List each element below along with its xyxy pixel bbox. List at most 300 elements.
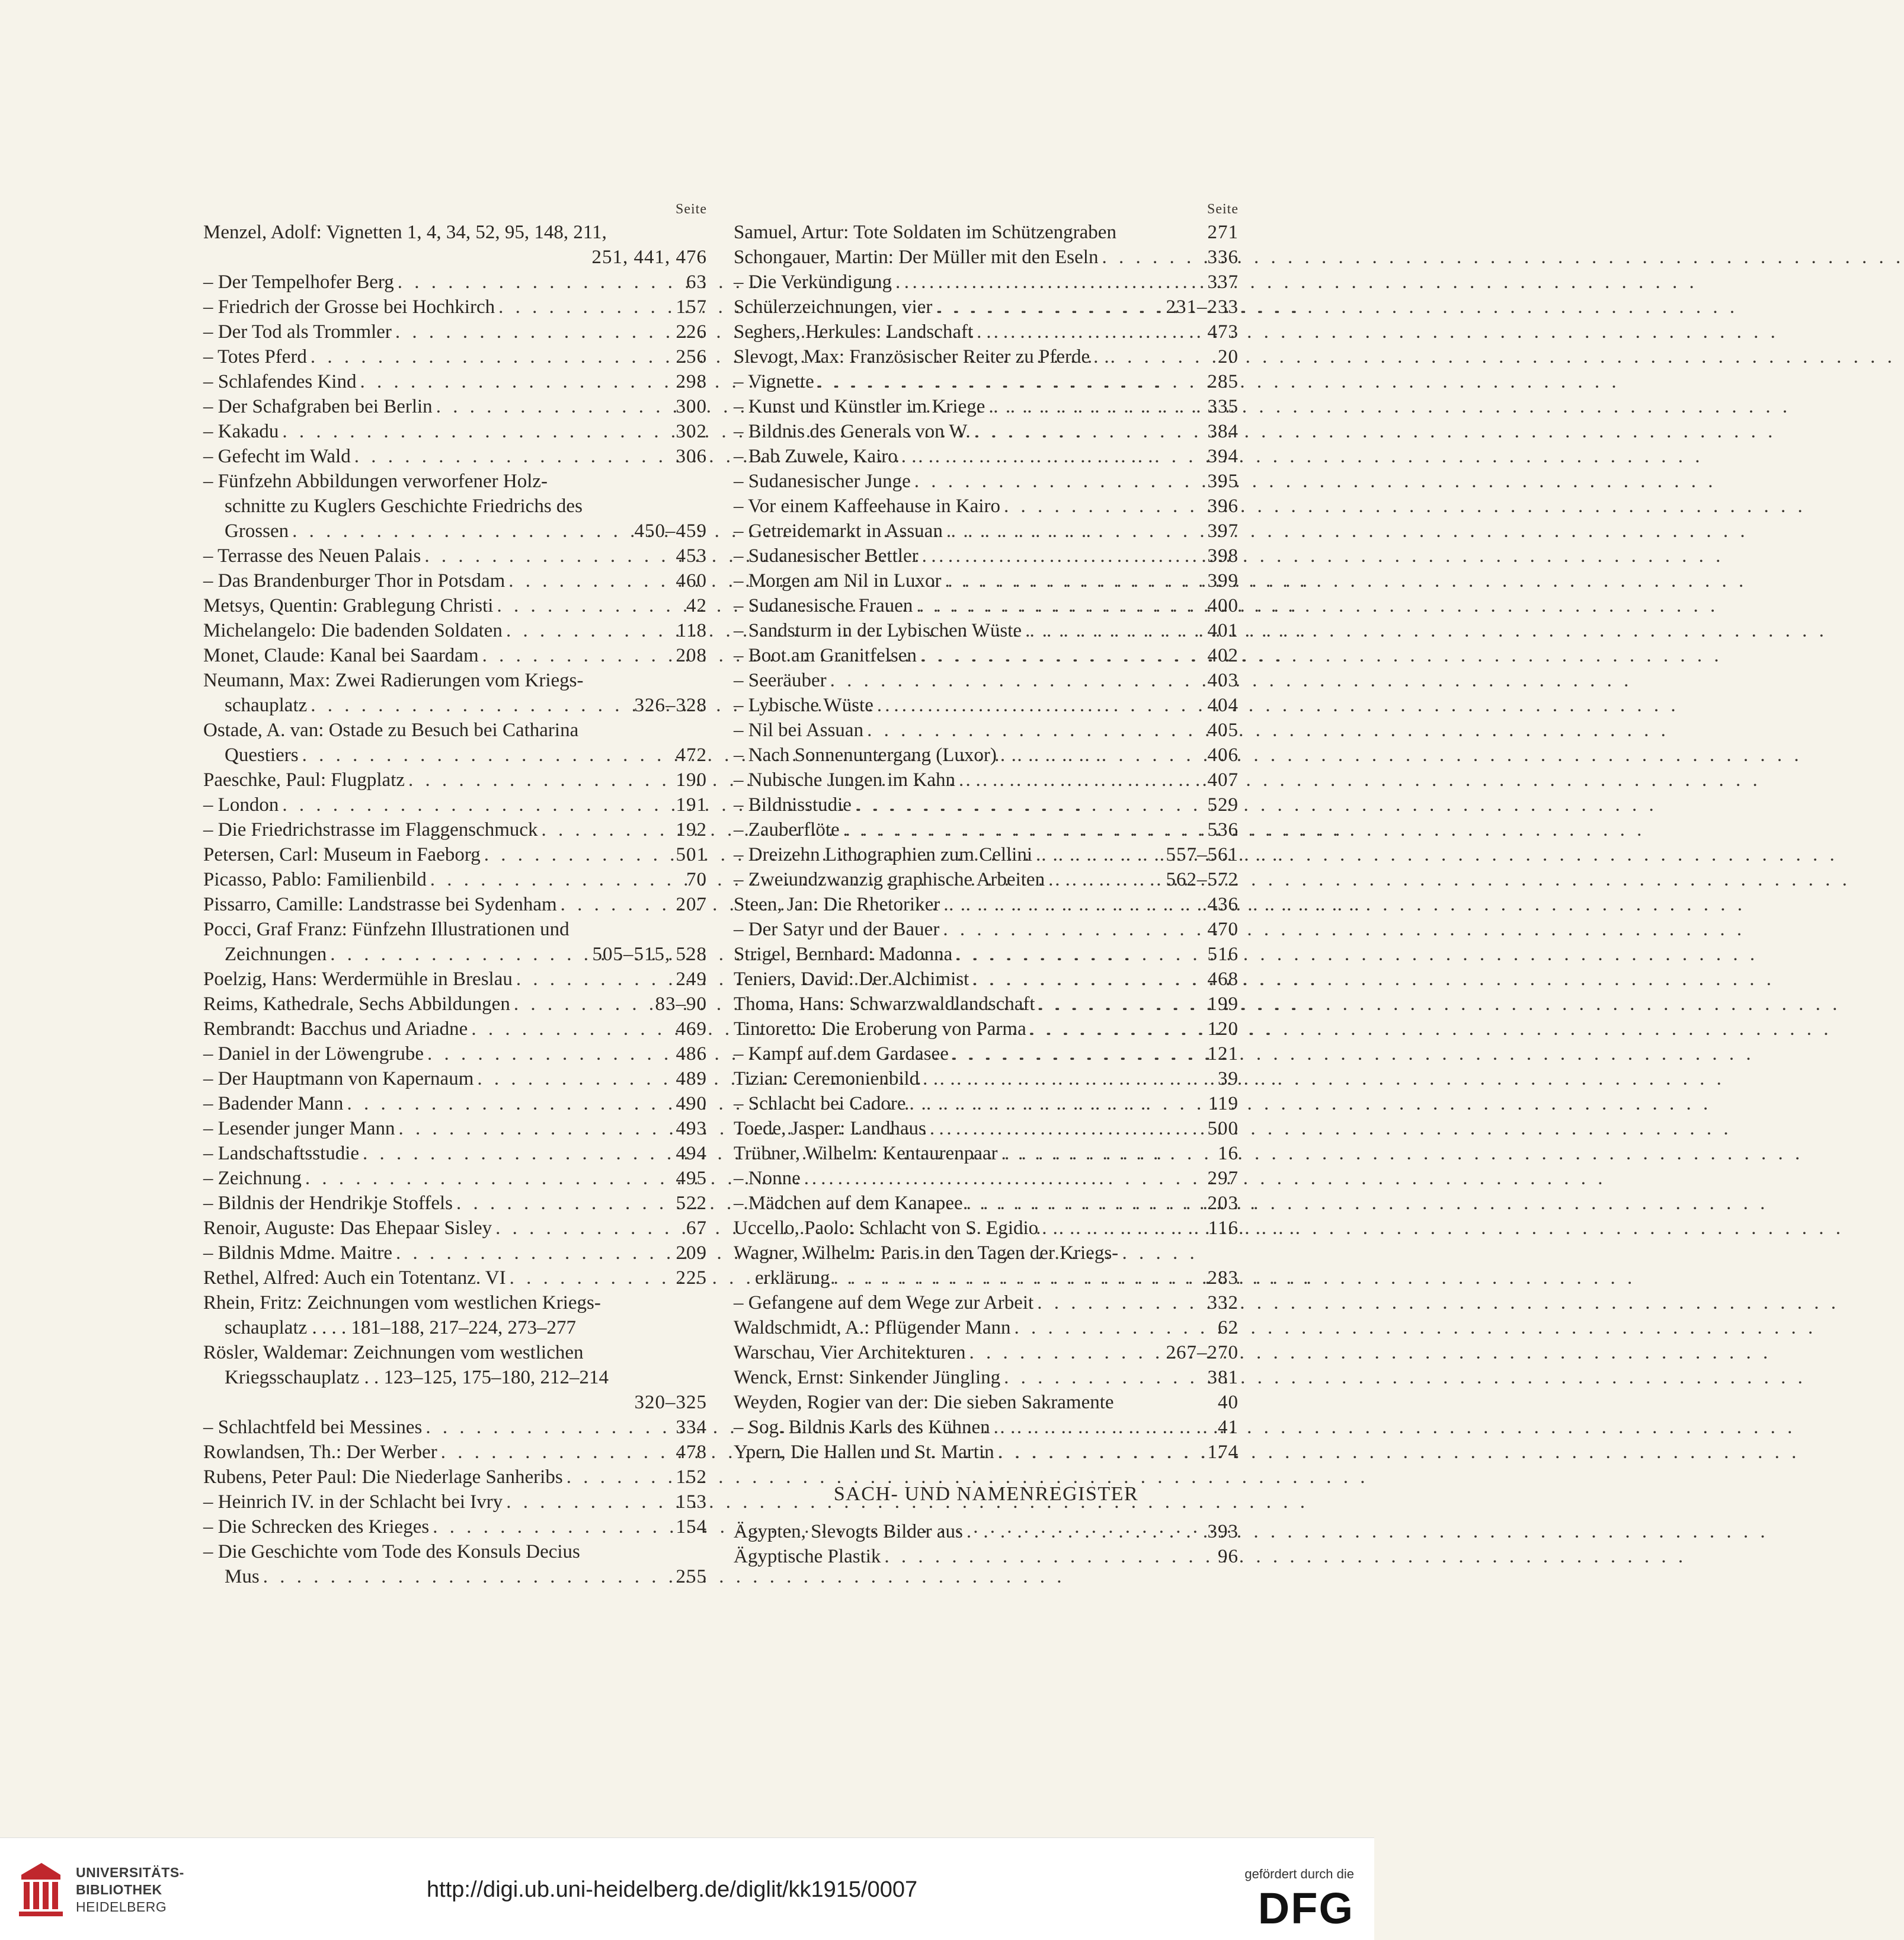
entry-page-number: 500 — [1207, 1118, 1239, 1139]
index-entry — [203, 867, 707, 892]
index-entry — [203, 1490, 707, 1514]
index-entry — [734, 743, 1239, 768]
index-entry — [734, 1066, 1239, 1091]
entry-page-number: 225 — [676, 1267, 707, 1289]
index-entry — [203, 1116, 707, 1141]
entry-title: Monet, Claude: Kanal bei Saardam — [203, 645, 479, 666]
entry-title: schnitte zu Kuglers Geschichte Friedrichs des — [225, 496, 583, 517]
entry-page-number: 326–328 — [634, 695, 707, 716]
index-entry — [203, 817, 707, 842]
dot-leader — [354, 444, 673, 469]
entry-page-number: 407 — [1207, 769, 1239, 791]
dot-leader — [1000, 743, 1204, 768]
index-entry — [203, 992, 707, 1017]
entry-title: Ägypten, Slevogts Bilder aus — [734, 1521, 963, 1542]
dot-leader — [508, 568, 672, 593]
dot-leader — [901, 444, 1204, 469]
entry-title: – Mädchen auf dem Kanapee — [734, 1193, 963, 1214]
entry-title: – Sandsturm in der Lybischen Wüste — [734, 620, 1022, 641]
entry-title: Ypern, Die Hallen und St. Martin — [734, 1442, 994, 1463]
entry-title: schauplatz — [225, 695, 308, 716]
dot-leader — [943, 917, 1204, 942]
entry-title: Reims, Kathedrale, Sechs Abbildungen — [203, 993, 510, 1015]
index-entry — [734, 295, 1239, 319]
index-entry — [203, 270, 707, 295]
dot-leader — [884, 1544, 1214, 1569]
entry-page-number: 302 — [676, 421, 707, 442]
index-entry — [203, 1141, 707, 1166]
index-entry — [734, 792, 1239, 817]
entry-title: Warschau, Vier Architekturen — [734, 1342, 966, 1363]
dot-leader — [916, 593, 1204, 618]
index-entry — [203, 295, 707, 319]
dot-leader — [972, 967, 1204, 992]
entry-page-number: 174 — [1207, 1442, 1239, 1463]
section-heading: SACH- UND NAMENREGISTER — [833, 1483, 1139, 1505]
entry-page-number: 121 — [1207, 1043, 1239, 1065]
dot-leader — [914, 469, 1204, 494]
entry-page-number: 67 — [686, 1217, 707, 1239]
index-entry — [203, 1415, 707, 1440]
entry-title: – Sudanesischer Junge — [734, 471, 911, 492]
entry-page-number: 16 — [1218, 1143, 1239, 1164]
index-entry — [734, 1440, 1239, 1465]
index-entry — [203, 469, 707, 494]
entry-page-number: 501 — [676, 844, 707, 865]
dot-leader — [1042, 1216, 1205, 1241]
entry-page-number: 335 — [1207, 396, 1239, 417]
index-entry — [734, 1216, 1239, 1241]
entry-title: – Zauberflöte — [734, 819, 840, 840]
entry-page-number: 529 — [1207, 794, 1239, 816]
dot-leader — [956, 942, 1204, 967]
entry-page-number: 394 — [1207, 446, 1239, 467]
index-entry — [734, 718, 1239, 743]
dot-leader — [433, 1514, 672, 1539]
entry-title: – London — [203, 794, 279, 816]
library-name-line3: HEIDELBERG — [76, 1899, 167, 1915]
entry-title: Pocci, Graf Franz: Fünfzehn Illustrationen und — [203, 919, 569, 940]
entry-page-number: 208 — [676, 645, 707, 666]
entry-title: – Vor einem Kaffeehause in Kairo — [734, 496, 1000, 517]
entry-title: Petersen, Carl: Museum in Faeborg — [203, 844, 481, 865]
dot-leader — [833, 1265, 1204, 1290]
entry-title: Renoir, Auguste: Das Ehepaar Sisley — [203, 1217, 492, 1239]
dot-leader — [482, 643, 673, 668]
dot-leader — [430, 867, 683, 892]
index-entry — [203, 1041, 707, 1066]
dot-leader — [1036, 842, 1162, 867]
entry-page-number: 120 — [1207, 1018, 1239, 1040]
dot-leader — [969, 1340, 1163, 1365]
entry-title: – Dreizehn Lithographien zum Cellini — [734, 844, 1033, 865]
dot-leader — [477, 1066, 672, 1091]
index-entry — [203, 419, 707, 444]
dot-leader — [471, 1017, 672, 1041]
entry-title: Paeschke, Paul: Flugplatz — [203, 769, 405, 791]
entry-title: Rethel, Alfred: Auch ein Totentanz. VI — [203, 1267, 506, 1289]
section-entries — [734, 1519, 1239, 1569]
index-entry — [203, 319, 707, 344]
index-entry — [734, 1166, 1239, 1191]
dot-leader — [967, 1519, 1204, 1544]
index-entry — [203, 1216, 707, 1241]
entry-page-number: 470 — [1207, 919, 1239, 940]
dfg-logo: DFG — [1257, 1884, 1354, 1933]
index-entry — [203, 444, 707, 469]
entry-title: – Zweiundzwanzig graphische Arbeiten — [734, 869, 1045, 890]
entry-title: – Die Verkündigung — [734, 271, 892, 293]
index-entry — [203, 1241, 707, 1265]
dot-leader — [330, 942, 588, 967]
entry-page-number: 119 — [1208, 1093, 1239, 1114]
column-header-seite: Seite — [1207, 202, 1239, 217]
entry-title: – Schlafendes Kind — [203, 371, 357, 392]
index-entry — [734, 842, 1239, 867]
index-entry — [203, 967, 707, 992]
dot-leader — [282, 419, 672, 444]
entry-page-number: 397 — [1207, 520, 1239, 542]
entry-page-number: 153 — [676, 1491, 707, 1513]
index-entry — [734, 220, 1239, 245]
entry-title: Waldschmidt, A.: Pflügender Mann — [734, 1317, 1011, 1338]
dot-leader — [395, 319, 673, 344]
entry-page-number: 20 — [1218, 346, 1239, 367]
index-entries-right — [734, 220, 1239, 1465]
index-entry — [203, 1465, 707, 1490]
entry-title: Questiers — [225, 744, 299, 766]
entry-title: – Nubische Jungen im Kahn — [734, 769, 955, 791]
entry-title: – Sudanesischer Bettler — [734, 545, 919, 567]
entry-page-number: 395 — [1207, 471, 1239, 492]
index-entry — [734, 1017, 1239, 1041]
entry-title: Tizian: Ceremonienbild — [734, 1068, 920, 1089]
dot-leader — [456, 1191, 672, 1216]
entry-title: – Getreidemarkt in Assuan — [734, 520, 943, 542]
dot-leader — [506, 1490, 672, 1514]
entry-title: Kriegsschauplatz . . 123–125, 175–180, 212–214 — [225, 1367, 609, 1388]
index-entry — [734, 867, 1239, 892]
entry-page-number: 460 — [676, 570, 707, 592]
index-entry — [734, 618, 1239, 643]
entry-page-number: 231–233 — [1166, 296, 1239, 318]
entry-page-number: 490 — [676, 1093, 707, 1114]
dot-leader — [967, 1191, 1204, 1216]
index-entry — [203, 1166, 707, 1191]
entry-page-number: 297 — [1207, 1168, 1239, 1189]
entry-title: Neumann, Max: Zwei Radierungen vom Kriegs- — [203, 670, 584, 691]
entry-title: – Daniel in der Löwengrube — [203, 1043, 424, 1065]
entry-title: – Zeichnung — [203, 1168, 302, 1189]
entry-page-number: 557–561 — [1166, 844, 1239, 865]
entry-page-number: 332 — [1207, 1292, 1239, 1313]
entry-title: Rowlandsen, Th.: Der Werber — [203, 1442, 437, 1463]
index-entry — [734, 942, 1239, 967]
entry-page-number: 334 — [676, 1417, 707, 1438]
entry-title: – Die Schrecken des Krieges — [203, 1516, 430, 1538]
university-library-logo-icon — [15, 1858, 66, 1921]
entry-title: Ägyptische Plastik — [734, 1546, 881, 1567]
dot-leader — [506, 618, 673, 643]
entry-title: Strigel, Bernhard: Madonna — [734, 944, 953, 965]
dot-leader — [311, 693, 631, 718]
index-entry — [203, 618, 707, 643]
dot-leader — [305, 1166, 673, 1191]
entry-page-number: 249 — [676, 969, 707, 990]
entry-title: – Der Hauptmann von Kapernaum — [203, 1068, 474, 1089]
dot-leader — [263, 1564, 673, 1589]
index-entry — [203, 942, 707, 967]
entry-page-number: 403 — [1207, 670, 1239, 691]
entry-title: – Der Tod als Trommler — [203, 321, 392, 343]
entry-title: Rhein, Fritz: Zeichnungen vom westlichen Kriegs- — [203, 1292, 601, 1313]
index-entry — [203, 394, 707, 419]
dot-leader — [497, 593, 683, 618]
index-entry — [203, 220, 707, 245]
index-entry — [734, 1415, 1239, 1440]
dot-leader — [396, 1241, 673, 1265]
dot-leader — [1025, 618, 1204, 643]
index-entry — [203, 1390, 707, 1415]
dot-leader — [830, 668, 1204, 693]
library-name — [76, 1864, 184, 1916]
dot-leader — [514, 992, 652, 1017]
index-entry — [203, 693, 707, 718]
dot-leader — [804, 1166, 1204, 1191]
entry-page-number: 256 — [676, 346, 707, 367]
entry-title: – Kakadu — [203, 421, 279, 442]
entry-title: Trübner, Wilhelm: Kentaurenpaar — [734, 1143, 998, 1164]
entry-page-number: 478 — [676, 1442, 707, 1463]
index-entry — [734, 967, 1239, 992]
entry-title: Slevogt, Max: Französischer Reiter zu Pferde — [734, 346, 1090, 367]
entry-title: – Nach Sonnenuntergang (Luxor) — [734, 744, 997, 766]
dot-leader — [425, 1415, 672, 1440]
entry-page-number: 39 — [1218, 1068, 1239, 1089]
entry-title: – Friedrich der Grosse bei Hochkirch — [203, 296, 495, 318]
dot-leader — [302, 743, 673, 768]
index-entry — [203, 1315, 707, 1340]
dot-leader — [1037, 1290, 1204, 1315]
entry-title: – Seeräuber — [734, 670, 827, 691]
dot-leader — [936, 295, 1162, 319]
index-entry — [203, 1564, 707, 1589]
index-entry — [734, 519, 1239, 544]
dot-leader — [484, 842, 673, 867]
index-entry — [734, 1141, 1239, 1166]
index-entries-left — [203, 220, 707, 1589]
index-entry — [203, 792, 707, 817]
index-entry — [734, 394, 1239, 419]
index-entry — [203, 519, 707, 544]
entry-page-number: 209 — [676, 1242, 707, 1264]
index-entry — [203, 1440, 707, 1465]
entry-page-number: 116 — [1208, 1217, 1239, 1239]
dot-leader — [959, 768, 1204, 792]
dot-leader — [510, 1265, 673, 1290]
entry-page-number: 190 — [676, 769, 707, 791]
entry-title: Uccello, Paolo: Schlacht von S. Egidio — [734, 1217, 1039, 1239]
entry-page-number: 118 — [676, 620, 707, 641]
dot-leader — [945, 568, 1204, 593]
index-entry — [734, 494, 1239, 519]
funding-note: gefördert durch die — [1244, 1867, 1354, 1881]
entry-page-number: 300 — [676, 396, 707, 417]
index-entry — [734, 668, 1239, 693]
index-entry — [734, 1191, 1239, 1216]
entry-title: – Terrasse des Neuen Palais — [203, 545, 421, 567]
dot-leader — [542, 817, 673, 842]
entry-title: Wenck, Ernst: Sinkender Jüngling — [734, 1367, 1001, 1388]
index-entry — [203, 544, 707, 568]
entry-page-number: 486 — [676, 1043, 707, 1065]
entry-page-number: 472 — [676, 744, 707, 766]
library-name-line1: UNIVERSITÄTS- — [76, 1865, 184, 1880]
dot-leader — [974, 419, 1204, 444]
dot-leader — [988, 394, 1204, 419]
dot-leader — [408, 768, 672, 792]
dot-leader — [347, 1091, 672, 1116]
index-entry — [734, 419, 1239, 444]
index-entry — [734, 1340, 1239, 1365]
index-entry — [734, 369, 1239, 394]
index-entry — [734, 817, 1239, 842]
index-entry — [734, 768, 1239, 792]
entry-page-number: 494 — [676, 1143, 707, 1164]
index-entry — [734, 1091, 1239, 1116]
dot-leader — [363, 1141, 672, 1166]
entry-page-number: 306 — [676, 446, 707, 467]
entry-page-number: 450–459 — [634, 520, 707, 542]
entry-page-number: 40 — [1218, 1392, 1239, 1413]
entry-title: – Lesender junger Mann — [203, 1118, 395, 1139]
entry-title: – Schlacht bei Cadore — [734, 1093, 906, 1114]
entry-title: Grossen — [225, 520, 289, 542]
entry-title: – Die Friedrichstrasse im Flaggenschmuck — [203, 819, 538, 840]
entry-title: – Kunst und Künstler im Kriege — [734, 396, 985, 417]
entry-page-number: 62 — [1218, 1317, 1239, 1338]
index-entry — [734, 319, 1239, 344]
entry-page-number: 406 — [1207, 744, 1239, 766]
entry-title: – Vignette — [734, 371, 814, 392]
entry-page-number: 267–270 — [1166, 1342, 1239, 1363]
entry-title: Seghers, Herkules: Landschaft — [734, 321, 974, 343]
index-entry — [734, 1265, 1239, 1290]
entry-title: Metsys, Quentin: Grablegung Christi — [203, 595, 494, 616]
entry-title: – Landschaftsstudie — [203, 1143, 360, 1164]
entry-title: Rembrandt: Bacchus und Ariadne — [203, 1018, 468, 1040]
index-entry — [203, 718, 707, 743]
index-entry — [734, 444, 1239, 469]
entry-page-number: 203 — [1207, 1193, 1239, 1214]
index-entry — [734, 1519, 1239, 1544]
entry-page-number: 207 — [676, 894, 707, 915]
index-entry — [734, 1390, 1239, 1415]
dot-leader — [930, 1116, 1204, 1141]
entry-page-number: 489 — [676, 1068, 707, 1089]
index-entry — [734, 1544, 1239, 1569]
dot-leader — [424, 544, 672, 568]
dot-leader — [952, 1041, 1204, 1066]
index-entry — [734, 344, 1239, 369]
index-entry — [734, 469, 1239, 494]
entry-title: – Der Schafgraben bei Berlin — [203, 396, 433, 417]
dot-leader — [843, 817, 1204, 842]
dot-leader — [877, 693, 1204, 718]
dot-leader — [920, 643, 1204, 668]
entry-title: – Heinrich IV. in der Schlacht bei Ivry — [203, 1491, 503, 1513]
entry-title: – Die Geschichte vom Tode des Konsuls Decius — [203, 1541, 580, 1562]
index-entry — [203, 1365, 707, 1390]
entry-title: – Bildnis der Hendrikje Stoffels — [203, 1193, 453, 1214]
index-entry — [734, 1116, 1239, 1141]
index-column-left — [203, 199, 707, 1589]
entry-title: – Gefecht im Wald — [203, 446, 351, 467]
footer-bar — [0, 1837, 1374, 1940]
entry-title: Rubens, Peter Paul: Die Niederlage Sanheribs — [203, 1466, 563, 1488]
index-entry — [203, 1514, 707, 1539]
entry-page-number: 468 — [1207, 969, 1239, 990]
entry-page-number: 405 — [1207, 720, 1239, 741]
dot-leader — [1015, 1315, 1214, 1340]
dot-leader — [818, 369, 1204, 394]
entry-page-number: 522 — [676, 1193, 707, 1214]
index-entry — [203, 1290, 707, 1315]
entry-page-number: 381 — [1207, 1367, 1239, 1388]
entry-title: – Schlachtfeld bei Messines — [203, 1417, 423, 1438]
entry-page-number: 320–325 — [634, 1392, 707, 1413]
dot-leader — [516, 967, 673, 992]
entry-page-number: 401 — [1207, 620, 1239, 641]
index-column-right — [734, 199, 1239, 1569]
index-entry — [203, 494, 707, 519]
dot-leader — [946, 519, 1204, 544]
entry-page-number: 404 — [1207, 695, 1239, 716]
dot-leader — [977, 319, 1204, 344]
entry-page-number: 192 — [676, 819, 707, 840]
dot-leader — [1004, 1365, 1204, 1390]
dot-leader — [1102, 245, 1204, 270]
index-entry — [734, 1041, 1239, 1066]
entry-title: Ostade, A. van: Ostade zu Besuch bei Catharina — [203, 720, 579, 741]
dot-leader — [398, 270, 683, 295]
entry-page-number: 251, 441, 476 — [591, 247, 707, 268]
index-entry — [734, 917, 1239, 942]
entry-page-number: 399 — [1207, 570, 1239, 592]
entry-title: – Bildnis des Generals von W. — [734, 421, 971, 442]
index-entry — [203, 892, 707, 917]
entry-page-number: 199 — [1207, 993, 1239, 1015]
entry-title: Menzel, Adolf: Vignetten 1, 4, 34, 52, 95, 148, 211, — [203, 222, 607, 243]
entry-page-number: 400 — [1207, 595, 1239, 616]
index-entry — [203, 369, 707, 394]
entry-page-number: 536 — [1207, 819, 1239, 840]
entry-title: – Nil bei Assuan — [734, 720, 864, 741]
entry-page-number: 493 — [676, 1118, 707, 1139]
index-entry — [734, 693, 1239, 718]
entry-title: – Bildnis Mdme. Maitre — [203, 1242, 392, 1264]
index-entry — [734, 568, 1239, 593]
index-entry — [734, 643, 1239, 668]
entry-title: Teniers, David: Der Alchimist — [734, 969, 969, 990]
dot-leader — [398, 1116, 672, 1141]
index-entry — [203, 1066, 707, 1091]
index-entry — [203, 1265, 707, 1290]
permalink-url[interactable]: http://digi.ub.uni-heidelberg.de/diglit/kk1915/0007 — [427, 1877, 918, 1902]
index-entry — [203, 917, 707, 942]
entry-page-number: 398 — [1207, 545, 1239, 567]
index-entry — [203, 668, 707, 693]
